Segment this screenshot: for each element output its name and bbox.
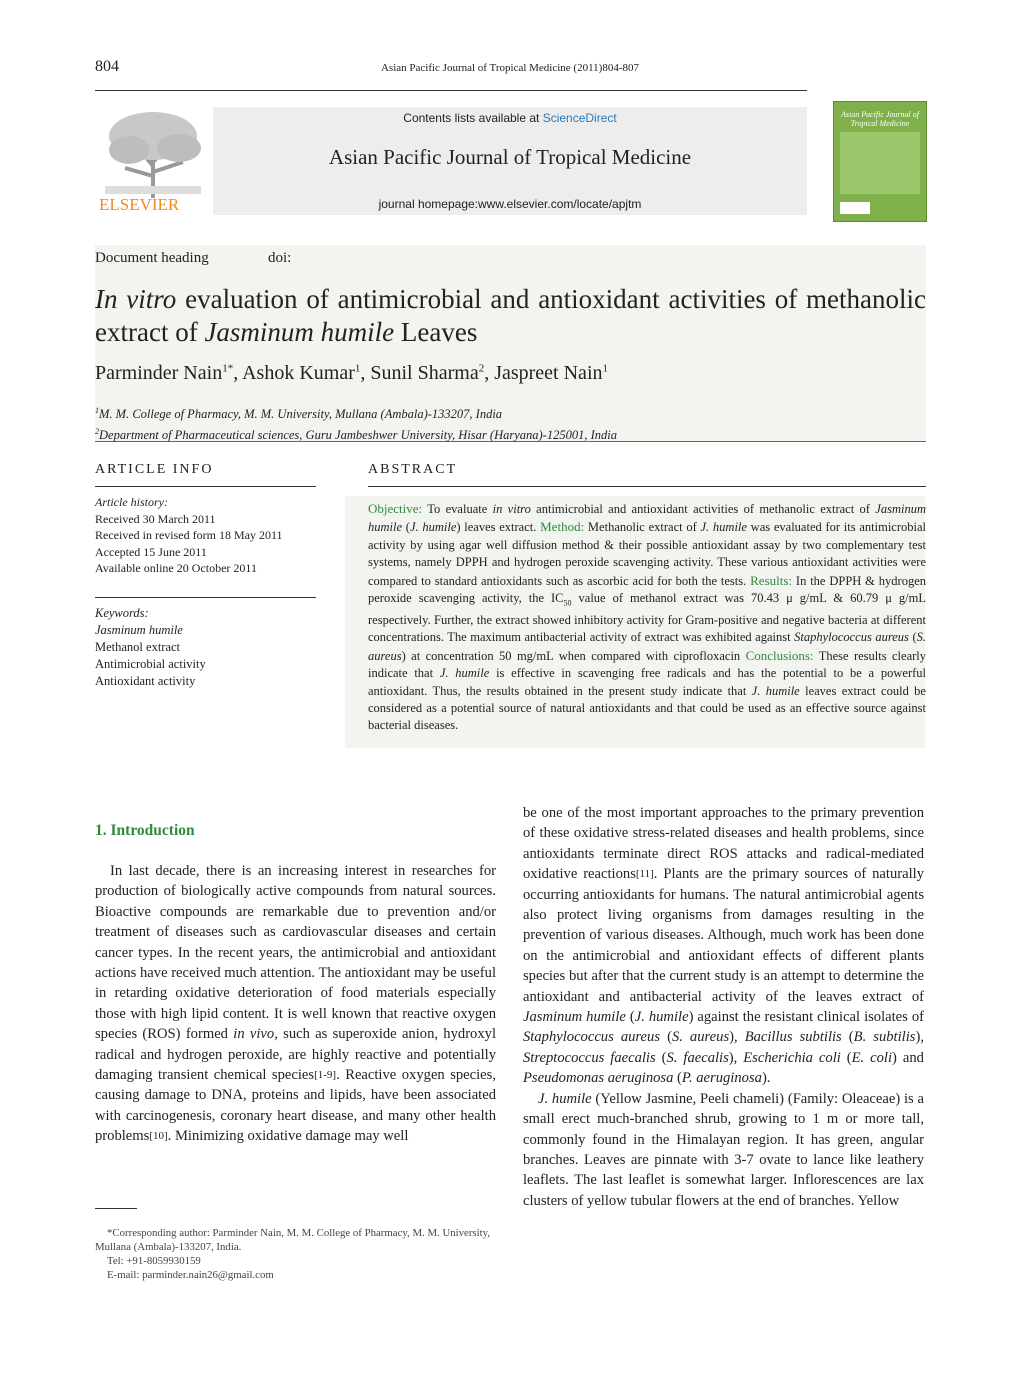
article-info-heading: ARTICLE INFO xyxy=(95,462,214,477)
section-heading-introduction: 1. Introduction xyxy=(95,822,195,839)
keyword-item: Jasminum humile xyxy=(95,623,183,637)
keyword-item: Antimicrobial activity xyxy=(95,657,206,671)
author-name: Sunil Sharma xyxy=(370,362,479,384)
author-name: Jaspreet Nain xyxy=(494,362,603,384)
citation: [1-9] xyxy=(314,1069,337,1082)
objective-label: Objective: xyxy=(368,501,423,516)
article-title: In vitro evaluation of antimicrobial and antioxidant activities of methanolic extract of Jasminum humile Leaves xyxy=(95,284,926,347)
abstract-heading: ABSTRACT xyxy=(368,462,458,477)
document-heading: Document heading xyxy=(95,250,209,266)
affiliation-line: $^1$M. M. College of Pharmacy, M. M. University, Mullana (Ambala)-133207, India xyxy=(95,406,503,422)
keywords-label: Keywords: xyxy=(95,606,149,620)
keywords xyxy=(95,605,316,690)
abstract-box xyxy=(345,496,925,748)
citation: [11] xyxy=(635,868,654,881)
cover-barcode xyxy=(840,202,870,214)
article-history xyxy=(95,494,316,577)
cover-title: Asian Pacific Journal of Tropical Medicine xyxy=(841,110,919,128)
affiliation-line: $^2$Department of Pharmaceutical sciences, Guru Jambeshwer University, Hisar (Haryana)-125001, India xyxy=(95,427,617,443)
results-label: Results: xyxy=(750,572,793,588)
page-number: 804 xyxy=(95,58,119,75)
abstract-rule xyxy=(368,486,926,487)
method-label: Method: xyxy=(540,519,585,535)
header-rule xyxy=(95,90,807,91)
conclusions-label: Conclusions: xyxy=(745,647,814,663)
history-label: Article history: xyxy=(95,495,168,509)
journal-cover xyxy=(833,101,927,222)
journal-banner xyxy=(213,107,807,215)
keyword-item: Methanol extract xyxy=(95,640,181,654)
elsevier-tree-icon xyxy=(95,106,215,214)
history-item: Received in revised form 18 May 2011 xyxy=(95,528,283,542)
footnote-email[interactable]: E-mail: parminder.nain26@gmail.com xyxy=(107,1269,274,1281)
running-head: Asian Pacific Journal of Tropical Medicine (2011)804-807 xyxy=(380,62,640,74)
keywords-rule xyxy=(95,597,316,598)
paragraph: J. humile (Yellow Jasmine, Peeli chameli) (Family: Oleaceae) is a small erect much-branched shrub, growing to 1 m or more tall, commonly found in the Himalayan region. It has green, angular branches. Leaves are pinnate with 3-7 ovate to lance like leathery leaflets. The last leaflet is somewhat larger. Inflorescences are lax clusters of yellow tubular flowers at the end of branches. Yellow xyxy=(523,1090,924,1209)
footnote xyxy=(95,1226,496,1282)
abstract-text: Objective: To evaluate in vitro antimicrobial and antioxidant activities of methanolic extract of Jasminum humile (J. humile) leaves extract. Method: Methanolic extract of J. humile was evaluated for its antimicrobial activity by using agar well diffusion method & their possible antioxidant assay by two complementary test systems, namely DPPH and hydrogen peroxide scavenging activity. These various antioxidant activities were compared to standard antioxidants such as ascorbic acid for both the tests. Results: In the DPPH & hydrogen peroxide scavenging activity, the $IC_{50}$ value of methanol extract was 70.43 μ g/mL & 60.79 μ g/mL respectively. Further, the extract showed inhibitory activity for Gram-positive and negative bacteria at different concentrations. The maximum antibacterial activity of extract was exhibited against Staphylococcus aureus (S. aureus) at concentration 50 mg/mL when compared with ciprofloxacin Conclusions: These results clearly indicate that J. humile is effective in scavenging free radicals and has the potential to be a powerful antioxidant. Thus, the results obtained in the present study indicate that J. humile leaves extract could be considered as a potential source of natural antioxidants and that could be used as an effective source against bacterial diseases. xyxy=(368,501,927,733)
corresponding-author: *Corresponding author: Parminder Nain, M. M. College of Pharmacy, M. M. University, Mullana (Ambala)-133207, India. xyxy=(95,1227,491,1253)
contents-available: Contents lists available at ScienceDirect xyxy=(403,111,617,125)
paragraph: be one of the most important approaches to the primary prevention of these oxidative stress-related diseases and health problems, since antioxidants terminate direct ROS attacks and radical-mediated oxidative reactions[11]. Plants are the primary sources of naturally occurring antioxidants for humans. The natural antimicrobial agents also protect living organisms from damages resulting in the prevention of various diseases. Although, much work has been done on the antimicrobial and antioxidant effects of different plants species but after that the current study is an attempt to determine the antioxidant and antibacterial activity of the leaves extract of Jasminum humile (J. humile) against the resistant clinical isolates of Staphylococcus aureus (S. aureus), Bacillus subtilis (B. subtilis), Streptococcus faecalis (S. faecalis), Escherichia coli (E. coli) and Pseudomonas aeruginosa (P. aeruginosa). xyxy=(523,805,924,1087)
footnote-rule xyxy=(95,1208,137,1209)
keyword-item: Antioxidant activity xyxy=(95,674,196,688)
doi-label: doi: xyxy=(268,250,292,266)
paragraph: In last decade, there is an increasing interest in researches for production of biologically active compounds from natural sources. Bioactive compounds are remarkable due to prevention and/or treatment of diseases such as cardiovascular diseases and certain cancer types. In the recent years, the antimicrobial and antioxidant actions have received much attention. The antioxidant may be useful in retarding oxidative deterioration of food materials especially those with high lipid content. It is well known that reactive oxygen species (ROS) formed in vivo, such as superoxide anion, hydroxyl radical and hydrogen peroxide, are highly reactive and potentially damaging transient chemical species[1-9]. Reactive oxygen species, causing damage to DNA, proteins and lipids, have been associated with carcinogenesis, coronary heart disease, and many other health problems[10]. Minimizing oxidative damage may well xyxy=(95,863,497,1145)
footnote-tel: Tel: +91-8059930159 xyxy=(107,1255,201,1267)
journal-homepage[interactable]: journal homepage:www.elsevier.com/locate/apjtm xyxy=(378,197,642,211)
author-name: Ashok Kumar xyxy=(242,362,355,384)
cover-map-image xyxy=(840,132,920,194)
author-list: Parminder Nain$^{1*}$, Ashok Kumar$^1$, Sunil Sharma$^2$, Jaspreet Nain$^1$ xyxy=(95,362,608,384)
svg-text:ELSEVIER: ELSEVIER xyxy=(99,195,180,214)
history-item: Available online 20 October 2011 xyxy=(95,561,257,575)
affiliations xyxy=(95,402,926,444)
author-name: Parminder Nain xyxy=(95,362,223,384)
sciencedirect-link[interactable]: ScienceDirect xyxy=(542,111,617,125)
body-left-column xyxy=(95,861,496,1147)
body-right-column xyxy=(523,803,924,1211)
elsevier-logo xyxy=(95,106,215,214)
article-info-rule xyxy=(95,486,316,487)
history-item: Accepted 15 June 2011 xyxy=(95,544,207,559)
history-item: Received 30 March 2011 xyxy=(95,511,216,526)
journal-title: Asian Pacific Journal of Tropical Medicine xyxy=(328,145,692,169)
citation: [10] xyxy=(149,1130,168,1143)
